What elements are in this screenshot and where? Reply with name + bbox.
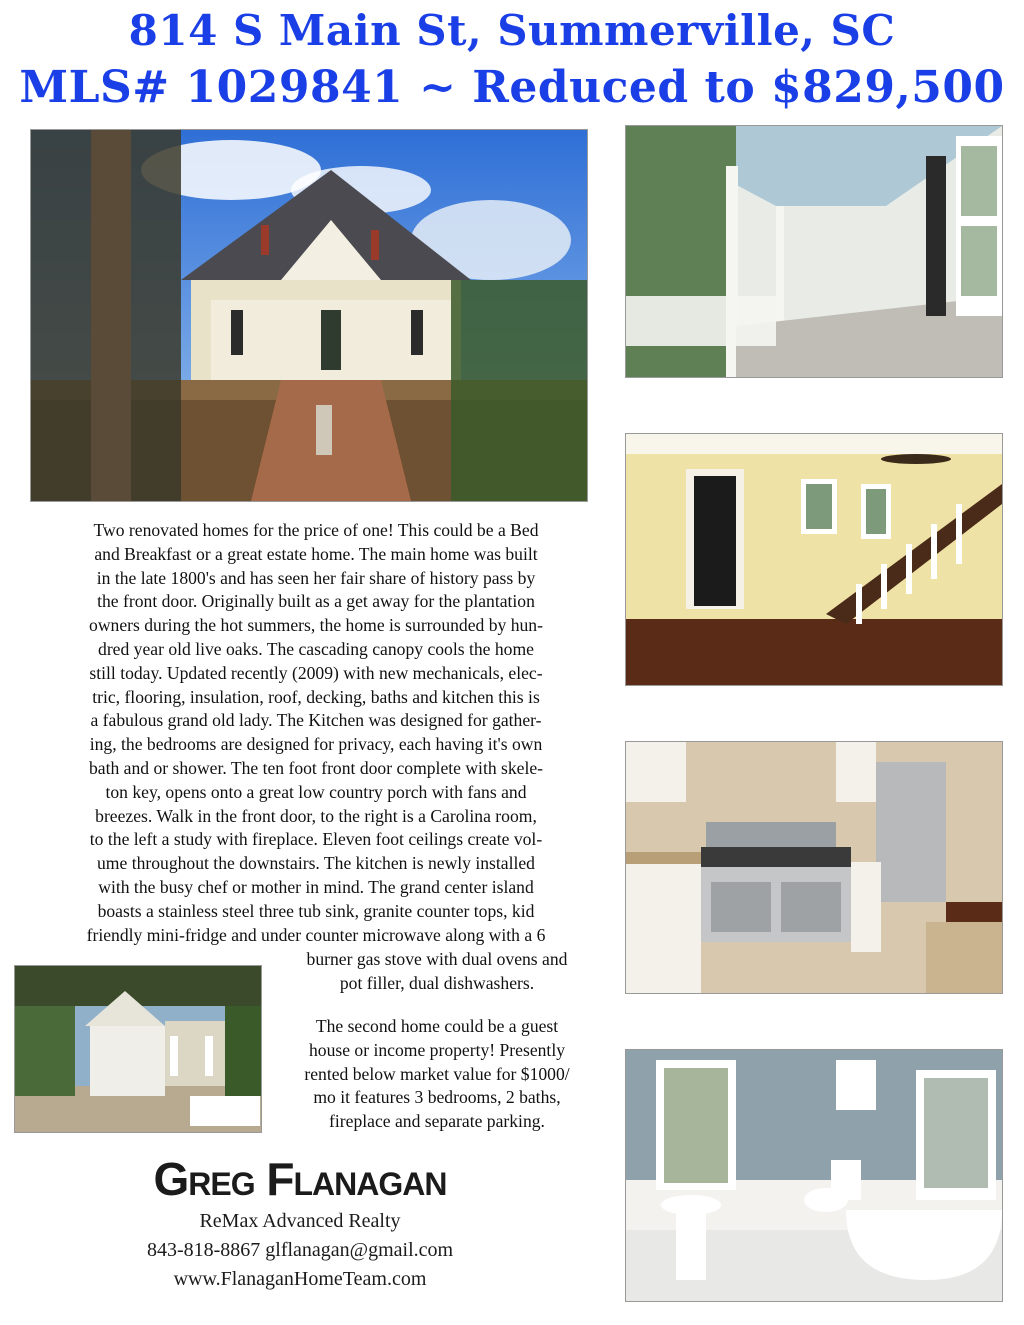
description-line: in the late 1800's and has seen her fair share of history pass by	[96, 567, 536, 588]
description-line: house or income property! Presently	[308, 1039, 566, 1060]
description-line: still today. Updated recently (2009) with new mechanicals, elec-	[89, 662, 543, 683]
description-line: rented below market value for $1000/	[304, 1063, 570, 1084]
description-line: breezes. Walk in the front door, to the right is a Carolina room,	[95, 805, 537, 826]
description-line: with the busy chef or mother in mind. The grand center island	[98, 876, 534, 897]
description-line: The second home could be a guest	[315, 1016, 559, 1036]
guest-house-photo	[14, 965, 262, 1133]
description-line: bath and or shower. The ten foot front door complete with skele-	[88, 757, 544, 778]
listing-address-title: 814 S Main St, Summerville, SC	[128, 6, 896, 55]
description-line: Two renovated homes for the price of one! This could be a Bed	[93, 520, 539, 540]
description-line: ing, the bedrooms are designed for privacy, each having it's own	[89, 734, 543, 755]
property-description	[18, 519, 614, 947]
agent-company: ReMax Advanced Realty	[199, 1210, 401, 1232]
description-line: tric, flooring, insulation, roof, decking, baths and kitchen this is	[92, 686, 540, 707]
porch-photo	[625, 125, 1003, 378]
description-line: the front door. Originally built as a get away for the plantation	[97, 591, 535, 612]
agent-contact: 843-818-8867 glflanagan@gmail.com	[146, 1239, 454, 1261]
description-line: dred year old live oaks. The cascading canopy cools the home	[98, 638, 534, 659]
kitchen-photo	[625, 741, 1003, 994]
description-line: pot filler, dual dishwashers.	[339, 972, 535, 993]
description-line: ume throughout the downstairs. The kitchen is newly installed	[97, 853, 535, 874]
description-line: fireplace and separate parking.	[329, 1111, 545, 1132]
property-description-continued	[262, 948, 612, 996]
interior-stairs-photo	[625, 433, 1003, 686]
main-house-photo	[30, 129, 588, 502]
description-line: and Breakfast or a great estate home. The main home was built	[94, 543, 538, 564]
guest-house-description	[262, 1015, 612, 1134]
description-line: mo it features 3 bedrooms, 2 baths,	[313, 1087, 561, 1108]
listing-price-title: MLS# 1029841 ~ Reduced to $829,500	[19, 62, 1005, 113]
description-line: ton key, opens onto a great low country porch with fans and	[105, 781, 527, 802]
agent-name: Greg Flanagan	[153, 1153, 447, 1205]
description-line: friendly mini-fridge and under counter microwave along with a 6	[86, 924, 546, 945]
description-line: owners during the hot summers, the home is surrounded by hun-	[89, 615, 543, 636]
description-line: to the left a study with fireplace. Eleven foot ceilings create vol-	[89, 829, 543, 850]
agent-website: www.FlanaganHomeTeam.com	[173, 1268, 427, 1290]
bathroom-photo	[625, 1049, 1003, 1302]
description-line: boasts a stainless steel three tub sink, granite counter tops, kid	[97, 900, 535, 921]
description-line: burner gas stove with dual ovens and	[306, 949, 568, 969]
description-line: a fabulous grand old lady. The Kitchen was designed for gather-	[90, 710, 542, 731]
